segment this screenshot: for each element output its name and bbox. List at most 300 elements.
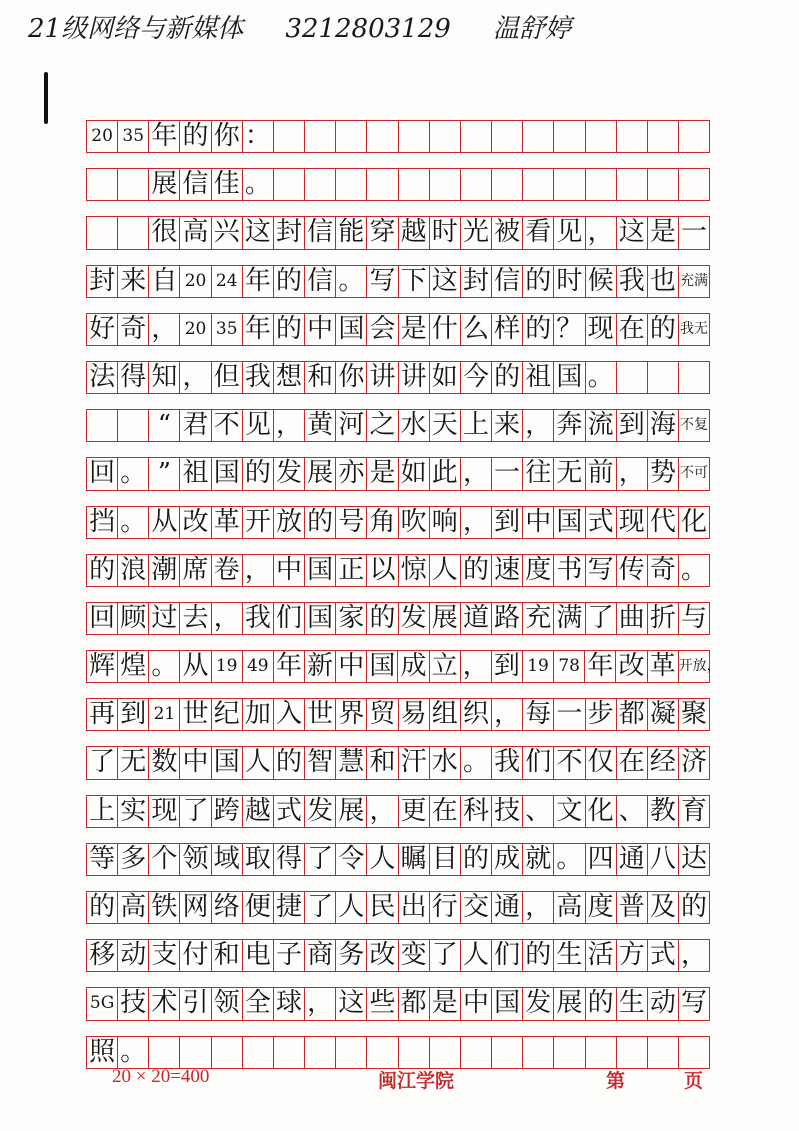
grid-cell: 个	[149, 844, 180, 875]
grid-cell: 去	[180, 603, 211, 634]
grid-cell	[305, 169, 336, 200]
grid-cell	[554, 169, 585, 200]
grid-cell	[430, 1037, 461, 1068]
grid-cell: 挡	[87, 507, 118, 538]
grid-row	[86, 265, 710, 298]
grid-cell: 年	[243, 266, 274, 297]
grid-cell: 技	[118, 988, 149, 1019]
grid-cell: 如	[430, 362, 461, 393]
grid-cell: 是	[648, 217, 679, 248]
grid-cell: 组	[430, 699, 461, 730]
grid-cell: 速	[492, 555, 523, 586]
grid-cell: 成	[398, 651, 429, 682]
grid-cell: 人	[367, 844, 398, 875]
grid-cell: 、	[523, 796, 554, 827]
grid-cell	[586, 1037, 617, 1068]
grid-cell: 来	[492, 410, 523, 441]
grid-cell: 展	[430, 603, 461, 634]
grid-cell: 会	[367, 314, 398, 345]
grid-cell: 度	[523, 555, 554, 586]
grid-cell: 展	[554, 988, 585, 1019]
grid-cell: 球	[274, 988, 305, 1019]
grid-cell: 度	[586, 892, 617, 923]
grid-row	[86, 650, 721, 683]
grid-cell: ，	[461, 651, 492, 682]
grid-cell: 数	[149, 747, 180, 778]
grid-cell: 了	[305, 892, 336, 923]
grid-cell: 开放，	[679, 651, 710, 682]
grid-cell: 什	[430, 314, 461, 345]
grid-cell: 的	[648, 314, 679, 345]
grid-cell	[492, 1037, 523, 1068]
grid-cell: 都	[617, 699, 648, 730]
grid-cell	[336, 1037, 367, 1068]
grid-cell: 国	[336, 314, 367, 345]
grid-cell: 中	[523, 507, 554, 538]
grid-cell: 是	[430, 988, 461, 1019]
grid-cell: 四	[586, 844, 617, 875]
grid-cell: 能	[336, 217, 367, 248]
grid-cell: 年	[243, 314, 274, 345]
grid-cell: 改	[616, 651, 647, 682]
grid-cell: ，	[523, 892, 554, 923]
grid-cell	[87, 410, 118, 441]
grid-cell: 的	[87, 892, 118, 923]
grid-cell: 纪	[212, 699, 243, 730]
grid-cell: 的	[523, 266, 554, 297]
grid-cell: 引	[180, 988, 211, 1019]
grid-cell: 了	[305, 844, 336, 875]
grid-cell: 封	[274, 217, 305, 248]
grid-cell: 的	[523, 940, 554, 971]
grid-cell: 折	[648, 603, 679, 634]
page-label-right: 页	[684, 1071, 704, 1092]
grid-cell: 35	[118, 121, 149, 152]
grid-cell: 曲	[617, 603, 648, 634]
grid-cell: 年	[274, 651, 305, 682]
grid-cell: 之	[367, 410, 398, 441]
grid-cell: 角	[367, 507, 398, 538]
grid-cell: 了	[430, 940, 461, 971]
grid-cell: 的	[367, 603, 398, 634]
grid-cell: 法	[87, 362, 118, 393]
grid-cell: 铁	[149, 892, 180, 923]
grid-cell: 动	[118, 940, 149, 971]
grid-cell: 么	[461, 314, 492, 345]
grid-cell: 高	[180, 217, 211, 248]
grid-cell: 中	[336, 651, 367, 682]
grid-cell: 。	[554, 844, 585, 875]
grid-cell: 24	[212, 266, 243, 297]
grid-cell: 想	[274, 362, 305, 393]
grid-cell: ，	[461, 458, 492, 489]
grid-cell	[180, 1037, 211, 1068]
binding-mark	[44, 72, 48, 124]
grid-cell: 到	[492, 651, 523, 682]
grid-cell: 无	[554, 458, 585, 489]
grid-cell: 号	[336, 507, 367, 538]
grid-cell: 育	[679, 796, 710, 827]
grid-cell: 国	[554, 362, 585, 393]
grid-cell: 人	[461, 940, 492, 971]
grid-cell: 现	[617, 507, 648, 538]
grid-cell: 好	[87, 314, 118, 345]
grid-cell: 不	[554, 747, 585, 778]
grid-cell: 付	[180, 940, 211, 971]
grid-cell: 多	[118, 844, 149, 875]
grid-cell: 。	[149, 651, 180, 682]
grid-cell: 上	[87, 796, 118, 827]
grid-cell: 人	[243, 747, 274, 778]
grid-cell: 过	[149, 603, 180, 634]
grid-cell: 这	[336, 988, 367, 1019]
grid-cell: 的	[180, 121, 211, 152]
grid-cell: 见	[243, 410, 274, 441]
grid-cell: 的	[305, 507, 336, 538]
grid-cell	[367, 1037, 398, 1068]
grid-cell	[399, 1037, 430, 1068]
grid-cell	[118, 410, 149, 441]
grid-cell: 到	[118, 699, 149, 730]
grid-cell: 与	[679, 603, 710, 634]
grid-cell: 年	[585, 651, 616, 682]
grid-cell: 这	[617, 217, 648, 248]
grid-cell: 了	[586, 603, 617, 634]
grid-cell: 自	[149, 266, 180, 297]
grid-row	[86, 746, 710, 779]
grid-cell: 及	[648, 892, 679, 923]
grid-cell: 在	[617, 747, 648, 778]
grid-cell	[492, 169, 523, 200]
grid-cell: 仅	[586, 747, 617, 778]
grid-cell	[212, 1037, 243, 1068]
grid-cell: 被	[492, 217, 523, 248]
grid-cell: 全	[243, 988, 274, 1019]
grid-cell: 中	[180, 747, 211, 778]
grid-cell: 方	[617, 940, 648, 971]
writing-grid	[86, 120, 721, 1084]
grid-cell	[399, 169, 430, 200]
grid-cell: 但	[212, 362, 243, 393]
student-info-header	[28, 8, 605, 45]
grid-cell: 今	[461, 362, 492, 393]
grid-cell: 信	[492, 266, 523, 297]
grid-cell	[523, 169, 554, 200]
grid-cell: 易	[399, 699, 430, 730]
grid-cell	[274, 121, 305, 152]
grid-cell: 无	[118, 747, 149, 778]
grid-cell: 每	[523, 699, 554, 730]
grid-cell: 很	[149, 217, 180, 248]
grid-cell: 再	[87, 699, 118, 730]
grid-cell	[461, 121, 492, 152]
grid-cell	[523, 121, 554, 152]
grid-cell: 、	[617, 796, 648, 827]
grid-cell: 我	[243, 362, 274, 393]
grid-row	[86, 361, 710, 394]
grid-cell	[430, 121, 461, 152]
grid-cell: 下	[399, 266, 430, 297]
grid-cell	[648, 1037, 679, 1068]
grid-cell: 信	[305, 217, 336, 248]
grid-cell	[336, 169, 367, 200]
grid-cell: 发	[523, 988, 554, 1019]
grid-cell: 君	[180, 410, 211, 441]
grid-cell: 亦	[336, 458, 367, 489]
grid-cell: 到	[617, 410, 648, 441]
grid-cell: 以	[367, 555, 398, 586]
grid-cell: 前	[586, 458, 617, 489]
grid-cell: 等	[87, 844, 118, 875]
grid-cell: 术	[149, 988, 180, 1019]
grid-cell: 步	[586, 699, 617, 730]
grid-cell: 兴	[212, 217, 243, 248]
grid-cell: 现	[586, 314, 617, 345]
grid-cell: 信	[180, 169, 211, 200]
grid-cell: 到	[492, 507, 523, 538]
grid-cell: 年	[149, 121, 180, 152]
grid-cell	[648, 169, 679, 200]
grid-cell: 奇	[118, 314, 149, 345]
grid-cell: 化	[679, 507, 710, 538]
grid-cell: 写	[586, 555, 617, 586]
grid-cell: 席	[180, 555, 211, 586]
grid-cell: 候	[586, 266, 617, 297]
grid-cell: ，	[461, 507, 492, 538]
grid-cell: 5G	[87, 988, 118, 1019]
grid-cell: 式	[648, 940, 679, 971]
grid-cell	[87, 217, 118, 248]
grid-row	[86, 554, 710, 587]
grid-cell: 的	[274, 747, 305, 778]
grid-cell: 一	[679, 217, 710, 248]
grid-cell: 势	[648, 458, 679, 489]
grid-cell: 的	[492, 362, 523, 393]
grid-row	[86, 891, 710, 924]
grid-cell	[243, 1037, 274, 1068]
grid-cell: 奇	[648, 555, 679, 586]
grid-cell: 满	[554, 603, 585, 634]
grid-cell: 一	[554, 699, 585, 730]
grid-cell: 新	[305, 651, 336, 682]
grid-cell: 。	[118, 458, 149, 489]
grid-cell: 捷	[274, 892, 305, 923]
grid-cell: 黄	[305, 410, 336, 441]
grid-cell: 成	[492, 844, 523, 875]
grid-cell: 我	[492, 747, 523, 778]
grid-cell: 天	[430, 410, 461, 441]
grid-row	[86, 457, 710, 490]
grid-cell: 发	[305, 796, 336, 827]
grid-cell: 。	[461, 747, 492, 778]
grid-cell: 一	[492, 458, 523, 489]
grid-cell: 得	[274, 844, 305, 875]
grid-cell	[679, 362, 710, 393]
grid-cell: 回	[87, 458, 118, 489]
grid-cell: 的	[461, 844, 492, 875]
grid-cell: 中	[305, 314, 336, 345]
page-footer	[0, 1066, 799, 1094]
grid-cell	[305, 1037, 336, 1068]
grid-cell: 的	[523, 314, 554, 345]
grid-cell: ，	[586, 217, 617, 248]
grid-cell: 的	[679, 892, 710, 923]
grid-cell: 时	[554, 266, 585, 297]
grid-cell: 正	[336, 555, 367, 586]
grid-cell: 了	[87, 747, 118, 778]
grid-cell: 不可	[679, 458, 710, 489]
grid-cell	[617, 121, 648, 152]
grid-cell: 们	[492, 940, 523, 971]
grid-cell: 辉	[87, 651, 118, 682]
grid-cell: 在	[617, 314, 648, 345]
grid-cell: 卷	[212, 555, 243, 586]
grid-cell: 道	[461, 603, 492, 634]
grid-cell: 式	[586, 507, 617, 538]
grid-cell: 49	[243, 651, 274, 682]
grid-cell	[149, 1037, 180, 1068]
grid-cell: ，	[212, 603, 243, 634]
grid-cell: 光	[461, 217, 492, 248]
grid-cell: 的	[243, 458, 274, 489]
grid-cell: 越	[243, 796, 274, 827]
grid-cell: 19	[523, 651, 554, 682]
grid-cell: 子	[274, 940, 305, 971]
student-id: 3212803129	[285, 14, 451, 44]
grid-cell: 时	[430, 217, 461, 248]
grid-cell: 贸	[367, 699, 398, 730]
grid-cell: 济	[679, 747, 710, 778]
grid-cell: 汗	[399, 747, 430, 778]
grid-cell: 35	[212, 314, 243, 345]
grid-cell: 得	[118, 362, 149, 393]
grid-cell: 和	[367, 747, 398, 778]
grid-cell: 来	[118, 266, 149, 297]
grid-cell: 发	[399, 603, 430, 634]
grid-cell: 技	[492, 796, 523, 827]
grid-cell: 21	[149, 699, 180, 730]
grid-cell: 动	[648, 988, 679, 1019]
grid-cell: 如	[399, 458, 430, 489]
grid-cell: 的	[461, 555, 492, 586]
grid-cell: 立	[430, 651, 461, 682]
grid-cell: 的	[87, 555, 118, 586]
grid-cell: 也	[648, 266, 679, 297]
grid-cell: 领	[212, 988, 243, 1019]
grid-cell: 慧	[336, 747, 367, 778]
grid-cell: 教	[648, 796, 679, 827]
grid-cell: 革	[648, 651, 679, 682]
grid-cell: 跨	[212, 796, 243, 827]
grid-cell: 入	[274, 699, 305, 730]
grid-cell: 交	[461, 892, 492, 923]
grid-cell: 讲	[399, 362, 430, 393]
grid-cell: 更	[399, 796, 430, 827]
grid-cell: ，	[180, 362, 211, 393]
grid-cell: 络	[212, 892, 243, 923]
grid-cell: ”	[149, 458, 180, 489]
grid-cell	[554, 121, 585, 152]
grid-cell: 改	[180, 507, 211, 538]
grid-row	[86, 409, 710, 442]
grid-cell: ，	[367, 796, 398, 827]
grid-cell: 人	[336, 892, 367, 923]
grid-cell: 信	[305, 266, 336, 297]
grid-cell: 瞩	[399, 844, 430, 875]
grid-row	[86, 602, 710, 635]
grid-cell: 潮	[149, 555, 180, 586]
grid-cell: 八	[648, 844, 679, 875]
grid-cell: 你	[336, 362, 367, 393]
grid-cell	[617, 362, 648, 393]
grid-cell: 出	[399, 892, 430, 923]
grid-cell: 织	[461, 699, 492, 730]
grid-cell: 务	[336, 940, 367, 971]
grid-cell: 佳	[212, 169, 243, 200]
grid-cell: 充	[523, 603, 554, 634]
grid-cell: 这	[430, 266, 461, 297]
grid-cell: 写	[367, 266, 398, 297]
grid-cell: 国	[367, 651, 398, 682]
grid-cell: 家	[336, 603, 367, 634]
grid-cell: 令	[336, 844, 367, 875]
grid-cell: 们	[274, 603, 305, 634]
grid-cell	[554, 1037, 585, 1068]
grid-cell: 革	[212, 507, 243, 538]
grid-cell: ，	[492, 699, 523, 730]
grid-cell: 支	[149, 940, 180, 971]
grid-cell: 国	[492, 988, 523, 1019]
grid-spec: 20 × 20=400	[112, 1066, 210, 1087]
grid-cell: 封	[461, 266, 492, 297]
grid-cell: 的	[274, 266, 305, 297]
grid-cell: 写	[679, 988, 710, 1019]
grid-cell: 和	[212, 940, 243, 971]
grid-cell: 电	[243, 940, 274, 971]
grid-cell: 78	[554, 651, 585, 682]
grid-cell: 移	[87, 940, 118, 971]
grid-cell: 浪	[118, 555, 149, 586]
grid-cell: 封	[87, 266, 118, 297]
grid-cell: 从	[180, 651, 211, 682]
grid-row	[86, 698, 710, 731]
grid-cell: 改	[367, 940, 398, 971]
grid-cell: 商	[305, 940, 336, 971]
grid-cell: 中	[274, 555, 305, 586]
grid-cell: 都	[399, 988, 430, 1019]
grid-cell	[492, 121, 523, 152]
grid-cell: 国	[305, 603, 336, 634]
grid-cell: 凝	[648, 699, 679, 730]
grid-cell: ，	[305, 988, 336, 1019]
grid-cell: 奔	[554, 410, 585, 441]
grid-cell: 我无	[679, 314, 710, 345]
grid-cell: 域	[212, 844, 243, 875]
grid-cell: “	[149, 410, 180, 441]
grid-cell	[679, 1037, 710, 1068]
grid-cell: 网	[180, 892, 211, 923]
grid-cell: 你	[212, 121, 243, 152]
grid-cell: 化	[586, 796, 617, 827]
grid-cell: 们	[523, 747, 554, 778]
grid-cell: 我	[617, 266, 648, 297]
grid-cell	[87, 169, 118, 200]
grid-cell: 变	[399, 940, 430, 971]
grid-cell: 智	[305, 747, 336, 778]
grid-cell: 是	[367, 458, 398, 489]
grid-cell: 祖	[523, 362, 554, 393]
grid-cell: 达	[679, 844, 710, 875]
